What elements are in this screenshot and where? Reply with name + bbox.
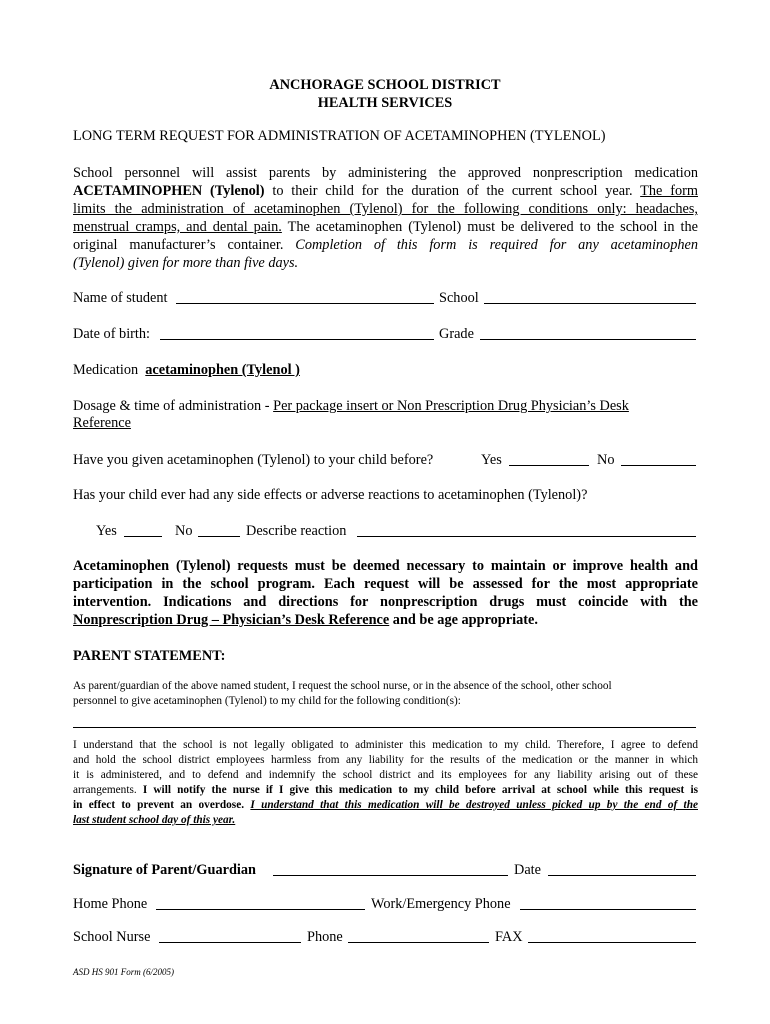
date-label: Date (514, 862, 541, 878)
understanding-text: arrangements. (73, 784, 143, 796)
side-effects-yes-label: Yes (96, 523, 117, 539)
intro-line (73, 182, 698, 200)
intro-text: The acetaminophen (Tylenol) must be delivered to the school in the (281, 219, 698, 235)
dob-label: Date of birth: (73, 326, 151, 342)
dosage-label: Dosage & time of administration - (73, 398, 274, 414)
policy-paragraph (73, 557, 698, 629)
student-name-label: Name of student (73, 290, 168, 306)
request-line: personnel to give acetaminophen (Tylenol) to my child for the following condition(s): (73, 695, 461, 707)
policy-text: and be age appropriate. (389, 612, 538, 628)
understanding-line (73, 783, 698, 798)
home-phone-field[interactable] (156, 908, 365, 910)
describe-reaction-field[interactable] (357, 535, 696, 537)
request-line: As parent/guardian of the above named student, I request the school nurse, or in the absence of the school, other school (73, 680, 612, 692)
phone-field[interactable] (348, 941, 489, 943)
medication-row (73, 361, 300, 379)
describe-reaction-label: Describe reaction (246, 523, 347, 539)
medication-label: Medication (73, 362, 139, 378)
intro-line: limits the administration of acetaminophen (Tylenol) for the following conditions only: headaches, (73, 201, 698, 217)
phone-label: Phone (307, 929, 343, 945)
understanding-line: last student school day of this year. (73, 814, 236, 826)
form-id: ASD HS 901 Form (6/2005) (73, 967, 174, 977)
intro-line (73, 218, 698, 236)
understanding-line: I understand that the school is not legally obligated to administer this medication to my child. Therefore, I agree to defend (73, 739, 698, 751)
school-field[interactable] (484, 302, 696, 304)
policy-line: intervention. Indications and directions for nonprescription drugs must coincide with the (73, 594, 698, 610)
side-effects-no-field[interactable] (198, 535, 240, 537)
form-title: LONG TERM REQUEST FOR ADMINISTRATION OF ACETAMINOPHEN (TYLENOL) (73, 128, 606, 144)
given-before-question: Have you given acetaminophen (Tylenol) to your child before? (73, 452, 434, 468)
student-name-field[interactable] (176, 302, 434, 304)
policy-line: Acetaminophen (Tylenol) requests must be deemed necessary to maintain or improve health and (73, 558, 698, 574)
medication-value: acetaminophen (Tylenol ) (145, 362, 300, 378)
intro-text: original manufacturer’s container. (73, 237, 296, 253)
date-field[interactable] (548, 874, 696, 876)
overdose-text: in effect to prevent an overdose. (73, 799, 251, 811)
intro-underlined: The form (640, 183, 698, 199)
conditions-field[interactable] (73, 726, 696, 728)
understanding-paragraph (73, 738, 698, 828)
understanding-line: and hold the school district employees harmless from any liability for the results of the medication or the manner in which (73, 754, 698, 766)
fax-field[interactable] (528, 941, 696, 943)
destroyed-warning: I understand that this medication will be destroyed unless picked up by the end of the (250, 799, 698, 811)
signature-label: Signature of Parent/Guardian (73, 862, 256, 878)
given-before-yes-field[interactable] (509, 464, 589, 466)
policy-line: participation in the school program. Each request will be assessed for the most appropriate (73, 576, 698, 592)
grade-label: Grade (439, 326, 474, 342)
department-title: HEALTH SERVICES (317, 95, 453, 111)
policy-line (73, 611, 698, 629)
given-before-no-field[interactable] (621, 464, 696, 466)
intro-italic: Completion of this form is required for any acetaminophen (295, 237, 698, 253)
side-effects-yes-field[interactable] (124, 535, 162, 537)
dosage-value: Per package insert or Non Prescription Drug Physician’s Desk (273, 398, 629, 414)
school-label: School (439, 290, 479, 306)
given-before-yes-label: Yes (481, 452, 502, 468)
intro-underlined: menstrual cramps, and dental pain. (73, 219, 282, 235)
parent-statement-heading: PARENT STATEMENT: (73, 648, 226, 664)
intro-line: School personnel will assist parents by administering the approved nonprescription medication (73, 165, 698, 181)
work-phone-label: Work/Emergency Phone (371, 896, 511, 912)
understanding-line: it is administered, and to defend and indemnify the school district and its employees for any liability arising out of these (73, 769, 698, 781)
intro-line: (Tylenol) given for more than five days. (73, 255, 299, 271)
understanding-line (73, 798, 698, 813)
intro-text: to their child for the duration of the current school year. (264, 183, 641, 199)
district-title: ANCHORAGE SCHOOL DISTRICT (269, 77, 501, 93)
work-phone-field[interactable] (520, 908, 696, 910)
dosage-row (73, 397, 629, 415)
side-effects-no-label: No (175, 523, 193, 539)
given-before-no-label: No (597, 452, 615, 468)
home-phone-label: Home Phone (73, 896, 148, 912)
school-nurse-label: School Nurse (73, 929, 151, 945)
school-nurse-field[interactable] (159, 941, 301, 943)
intro-line (73, 236, 698, 254)
notify-nurse-text: I will notify the nurse if I give this medication to my child before arrival at school while this request is (142, 784, 698, 796)
side-effects-question: Has your child ever had any side effects or adverse reactions to acetaminophen (Tylenol)? (73, 487, 588, 503)
dosage-value-cont: Reference (73, 415, 131, 431)
intro-paragraph (73, 164, 698, 272)
policy-reference: Nonprescription Drug – Physician’s Desk Reference (73, 612, 390, 628)
signature-field[interactable] (273, 874, 508, 876)
dob-field[interactable] (160, 338, 434, 340)
fax-label: FAX (495, 929, 523, 945)
grade-field[interactable] (480, 338, 696, 340)
intro-drug-name: ACETAMINOPHEN (Tylenol) (73, 183, 265, 199)
